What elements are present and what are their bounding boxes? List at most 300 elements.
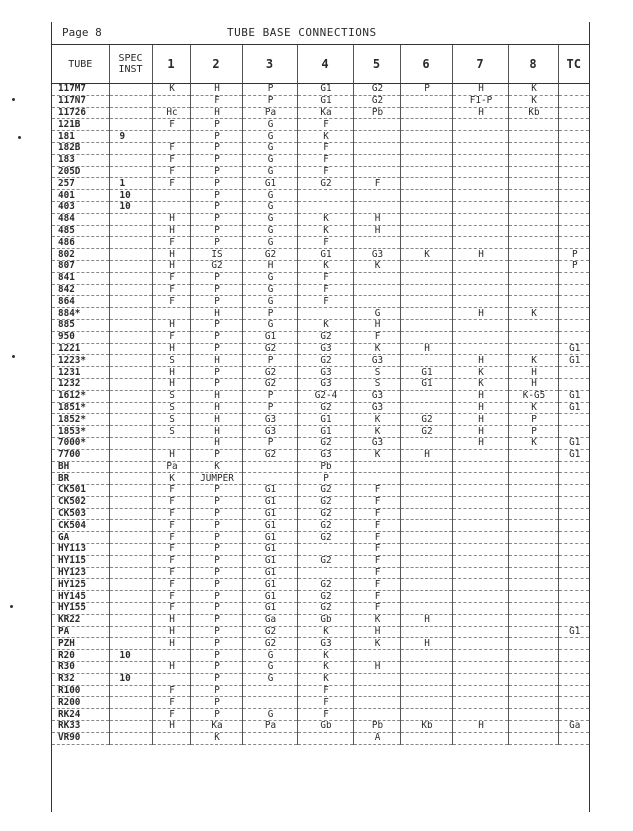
pin-cell (452, 650, 508, 662)
pin-cell: K (508, 355, 558, 367)
pin-cell: G1 (242, 532, 297, 544)
pin-cell: H (400, 638, 452, 650)
pin-cell (452, 555, 508, 567)
pin-cell: G1 (558, 402, 589, 414)
pin-cell: H (152, 260, 190, 272)
pin-cell: G1 (297, 84, 353, 96)
pin-cell: G2 (242, 343, 297, 355)
pin-cell: G (353, 308, 400, 320)
tube-name-cell: PZH (52, 638, 109, 650)
pin-cell (242, 685, 297, 697)
pin-cell: F (297, 296, 353, 308)
table-row (52, 579, 589, 591)
pin-cell (152, 732, 190, 744)
pin-cell (452, 473, 508, 485)
pin-cell: H (452, 355, 508, 367)
pin-cell (558, 414, 589, 426)
pin-cell (558, 697, 589, 709)
pin-cell: G2 (242, 626, 297, 638)
pin-cell (353, 685, 400, 697)
spec-inst-cell (109, 237, 152, 249)
pin-cell: F (152, 508, 190, 520)
pin-cell: K (353, 414, 400, 426)
tube-name-cell: 1852* (52, 414, 109, 426)
tube-name-cell: CK503 (52, 508, 109, 520)
pin-cell: P (190, 213, 242, 225)
table-row (52, 390, 589, 402)
pin-cell (558, 107, 589, 119)
tube-name-cell: HY123 (52, 567, 109, 579)
table-row (52, 237, 589, 249)
pin-cell: P (242, 355, 297, 367)
tube-name-cell: HY125 (52, 579, 109, 591)
table-row (52, 437, 589, 449)
pin-cell: H (508, 367, 558, 379)
pin-cell (452, 732, 508, 744)
column-header: 6 (400, 45, 452, 84)
spec-inst-cell (109, 355, 152, 367)
table-row (52, 402, 589, 414)
pin-cell: P (190, 201, 242, 213)
spec-inst-cell: 10 (109, 673, 152, 685)
pin-cell (452, 520, 508, 532)
pin-cell (452, 449, 508, 461)
pin-cell: P (190, 154, 242, 166)
tube-name-cell: R100 (52, 685, 109, 697)
pin-cell (508, 473, 558, 485)
pin-cell (508, 260, 558, 272)
pin-cell (508, 154, 558, 166)
pin-cell: G3 (242, 426, 297, 438)
pin-cell: F (152, 520, 190, 532)
pin-cell (558, 614, 589, 626)
pin-cell: P (190, 555, 242, 567)
spec-inst-cell (109, 166, 152, 178)
pin-cell: G2 (297, 579, 353, 591)
pin-cell (400, 544, 452, 556)
pin-cell: P (508, 426, 558, 438)
pin-cell (508, 662, 558, 674)
pin-cell: G2 (297, 485, 353, 497)
table-row (52, 142, 589, 154)
pin-cell: P (190, 190, 242, 202)
pin-cell (508, 555, 558, 567)
spec-inst-cell (109, 260, 152, 272)
pin-cell: S (353, 367, 400, 379)
pin-cell (508, 697, 558, 709)
pin-cell (400, 107, 452, 119)
pin-cell: F (353, 567, 400, 579)
table-row (52, 84, 589, 96)
pin-cell (558, 508, 589, 520)
tube-name-cell: HY145 (52, 591, 109, 603)
pin-cell (400, 190, 452, 202)
spec-inst-cell (109, 709, 152, 721)
pin-cell (558, 473, 589, 485)
spec-inst-cell: 10 (109, 190, 152, 202)
pin-cell: H (152, 249, 190, 261)
pin-cell: H (353, 225, 400, 237)
table-row (52, 496, 589, 508)
pin-cell: K (508, 95, 558, 107)
pin-cell (400, 331, 452, 343)
pin-cell: S (152, 402, 190, 414)
spec-inst-cell (109, 555, 152, 567)
pin-cell: G1 (297, 426, 353, 438)
pin-cell: K (400, 249, 452, 261)
tube-name-cell: R20 (52, 650, 109, 662)
pin-cell: G2 (242, 367, 297, 379)
pin-cell (558, 520, 589, 532)
pin-cell: G2 (242, 249, 297, 261)
spec-inst-cell (109, 567, 152, 579)
pin-cell: P (242, 95, 297, 107)
pin-cell: G1 (558, 437, 589, 449)
pin-cell (558, 142, 589, 154)
pin-cell (400, 178, 452, 190)
pin-cell: P (190, 673, 242, 685)
spec-inst-cell (109, 402, 152, 414)
pin-cell (297, 732, 353, 744)
pin-cell: F (297, 237, 353, 249)
pin-cell (508, 178, 558, 190)
pin-cell: F (152, 532, 190, 544)
pin-cell (152, 650, 190, 662)
pin-cell: Ka (297, 107, 353, 119)
pin-cell: F (297, 685, 353, 697)
tube-name-cell: 182B (52, 142, 109, 154)
pin-cell: G1 (242, 508, 297, 520)
pin-cell: G1 (558, 449, 589, 461)
table-row (52, 532, 589, 544)
pin-cell: F (152, 496, 190, 508)
pin-cell: S (152, 414, 190, 426)
table-row (52, 378, 589, 390)
spec-inst-cell (109, 638, 152, 650)
pin-cell: G3 (353, 355, 400, 367)
pin-cell (508, 296, 558, 308)
pin-cell (400, 119, 452, 131)
tube-name-cell: 1851* (52, 402, 109, 414)
spec-inst-cell (109, 331, 152, 343)
pin-cell: G (242, 154, 297, 166)
pin-cell: Ga (242, 614, 297, 626)
pin-cell: K (152, 84, 190, 96)
pin-cell: H (353, 319, 400, 331)
table-row (52, 119, 589, 131)
table-row (52, 213, 589, 225)
pin-cell: G1 (242, 178, 297, 190)
pin-cell (400, 579, 452, 591)
table-row (52, 614, 589, 626)
pin-cell: H (452, 437, 508, 449)
pin-cell (400, 685, 452, 697)
pin-cell (400, 131, 452, 143)
pin-cell: G1 (242, 591, 297, 603)
pin-cell: H (400, 614, 452, 626)
pin-cell (452, 331, 508, 343)
pin-cell: P (190, 272, 242, 284)
pin-cell (353, 119, 400, 131)
tube-name-cell: BH (52, 461, 109, 473)
pin-cell: P (190, 650, 242, 662)
pin-cell (353, 650, 400, 662)
tube-name-cell: 181 (52, 131, 109, 143)
tube-name-cell: 117M7 (52, 84, 109, 96)
pin-cell: G3 (353, 390, 400, 402)
pin-cell (400, 473, 452, 485)
table-row (52, 626, 589, 638)
tube-name-cell: 183 (52, 154, 109, 166)
pin-cell (508, 626, 558, 638)
pin-cell (508, 461, 558, 473)
pin-cell: K (353, 449, 400, 461)
pin-cell (400, 591, 452, 603)
pin-cell: H (452, 107, 508, 119)
spec-inst-cell (109, 473, 152, 485)
pin-cell (400, 485, 452, 497)
pin-cell (452, 166, 508, 178)
spec-inst-cell (109, 603, 152, 615)
spec-inst-cell (109, 107, 152, 119)
pin-cell (558, 84, 589, 96)
pin-cell: G2 (297, 496, 353, 508)
pin-cell: Kb (400, 721, 452, 733)
pin-cell (452, 544, 508, 556)
pin-cell (152, 201, 190, 213)
pin-cell (558, 603, 589, 615)
pin-cell: S (152, 390, 190, 402)
table-row (52, 414, 589, 426)
pin-cell: G (242, 131, 297, 143)
pin-cell: G2 (242, 638, 297, 650)
pin-cell (558, 662, 589, 674)
pin-cell: S (152, 426, 190, 438)
pin-cell: F (152, 166, 190, 178)
pin-cell: F (353, 331, 400, 343)
pin-cell: G2 (297, 603, 353, 615)
pin-cell: P (190, 532, 242, 544)
spec-inst-cell (109, 249, 152, 261)
pin-cell: G3 (297, 343, 353, 355)
pin-cell: P (190, 662, 242, 674)
pin-cell (508, 331, 558, 343)
pin-cell: P (190, 319, 242, 331)
pin-cell: F (297, 154, 353, 166)
pin-cell (508, 485, 558, 497)
pin-cell (452, 237, 508, 249)
tube-name-cell: CK502 (52, 496, 109, 508)
pin-cell: G3 (353, 437, 400, 449)
pin-cell (400, 201, 452, 213)
pin-cell (452, 178, 508, 190)
pin-cell (558, 426, 589, 438)
pin-cell (297, 190, 353, 202)
pin-cell (297, 567, 353, 579)
pin-cell: H (152, 319, 190, 331)
pin-cell: F (297, 166, 353, 178)
pin-cell (242, 697, 297, 709)
pin-cell: H (452, 308, 508, 320)
pin-cell (152, 308, 190, 320)
spec-inst-cell (109, 319, 152, 331)
pin-cell: G (242, 296, 297, 308)
pin-cell: F (190, 95, 242, 107)
pin-cell (452, 591, 508, 603)
pin-cell: Pb (353, 721, 400, 733)
pin-cell: P (190, 697, 242, 709)
pin-cell (400, 650, 452, 662)
spec-inst-cell (109, 496, 152, 508)
pin-cell (242, 461, 297, 473)
pin-cell (508, 201, 558, 213)
pin-cell (400, 732, 452, 744)
pin-cell: K (353, 343, 400, 355)
pin-cell (508, 532, 558, 544)
spec-inst-cell (109, 378, 152, 390)
pin-cell: H (452, 721, 508, 733)
pin-cell: P (190, 709, 242, 721)
pin-cell: P (190, 178, 242, 190)
pin-cell (558, 331, 589, 343)
pin-cell (558, 544, 589, 556)
pin-cell (152, 437, 190, 449)
pin-cell: Ka (190, 721, 242, 733)
pin-cell: G (242, 142, 297, 154)
pin-cell: F (353, 579, 400, 591)
pin-cell (452, 567, 508, 579)
table-row (52, 685, 589, 697)
table-row (52, 272, 589, 284)
pin-cell (508, 579, 558, 591)
pin-cell: K (297, 650, 353, 662)
pin-cell (400, 402, 452, 414)
tube-name-cell: BR (52, 473, 109, 485)
column-header: 3 (242, 45, 297, 84)
tube-name-cell: R32 (52, 673, 109, 685)
table-row (52, 154, 589, 166)
pin-cell: P (190, 626, 242, 638)
pin-cell (400, 260, 452, 272)
pin-cell: G2 (297, 402, 353, 414)
pin-cell: G (242, 237, 297, 249)
pin-cell (400, 603, 452, 615)
pin-cell: P (242, 84, 297, 96)
tube-name-cell: 1223* (52, 355, 109, 367)
pin-cell: F (353, 555, 400, 567)
spec-inst-cell (109, 225, 152, 237)
pin-cell: P (190, 343, 242, 355)
pin-cell (508, 721, 558, 733)
pin-cell: H (508, 378, 558, 390)
tube-name-cell: 885 (52, 319, 109, 331)
pin-cell: F (297, 142, 353, 154)
pin-cell: H (190, 402, 242, 414)
tube-name-cell: GA (52, 532, 109, 544)
table-row (52, 201, 589, 213)
tube-name-cell: 950 (52, 331, 109, 343)
pin-cell: P (190, 520, 242, 532)
pin-cell (400, 308, 452, 320)
tube-name-cell: 802 (52, 249, 109, 261)
pin-cell: G2 (297, 591, 353, 603)
column-header: 5 (353, 45, 400, 84)
pin-cell (152, 673, 190, 685)
pin-cell: G (242, 119, 297, 131)
table-row (52, 225, 589, 237)
pin-cell (558, 367, 589, 379)
pin-cell (508, 650, 558, 662)
pin-cell (558, 154, 589, 166)
pin-cell: F (353, 520, 400, 532)
pin-cell: Hc (152, 107, 190, 119)
spec-inst-cell (109, 343, 152, 355)
pin-cell: F1-P (452, 95, 508, 107)
pin-cell (558, 650, 589, 662)
pin-cell: P (190, 614, 242, 626)
pin-cell (452, 119, 508, 131)
pin-cell (452, 319, 508, 331)
pin-cell: H (400, 343, 452, 355)
table-row (52, 260, 589, 272)
pin-cell (508, 603, 558, 615)
pin-cell (400, 284, 452, 296)
pin-cell: H (190, 414, 242, 426)
tube-name-cell: CK501 (52, 485, 109, 497)
pin-cell: H (152, 213, 190, 225)
pin-cell: G1 (242, 544, 297, 556)
page-label: Page 8 (62, 26, 102, 39)
pin-cell (558, 131, 589, 143)
tube-name-cell: 257 (52, 178, 109, 190)
pin-cell: G1 (297, 249, 353, 261)
pin-cell (558, 190, 589, 202)
pin-cell: G1 (297, 414, 353, 426)
pin-cell: H (152, 378, 190, 390)
pin-cell: A (353, 732, 400, 744)
pin-cell (452, 496, 508, 508)
table-row (52, 249, 589, 261)
pin-cell (353, 461, 400, 473)
pin-cell: K (353, 638, 400, 650)
pin-cell: F (297, 709, 353, 721)
table-row (52, 662, 589, 674)
pin-cell: P (242, 308, 297, 320)
spec-inst-cell (109, 95, 152, 107)
pin-cell (353, 190, 400, 202)
pin-cell (400, 237, 452, 249)
pin-cell: K (452, 378, 508, 390)
pin-cell (353, 709, 400, 721)
pin-cell (353, 673, 400, 685)
pin-cell: K (508, 402, 558, 414)
pin-cell: P (190, 638, 242, 650)
spec-inst-cell (109, 390, 152, 402)
pin-cell: G2 (242, 449, 297, 461)
pin-cell: F (152, 296, 190, 308)
connections-table (52, 44, 589, 745)
pin-cell (353, 201, 400, 213)
pin-cell (508, 213, 558, 225)
pin-cell: G1 (242, 520, 297, 532)
pin-cell (508, 225, 558, 237)
tube-name-cell: 484 (52, 213, 109, 225)
pin-cell: H (152, 721, 190, 733)
pin-cell (152, 131, 190, 143)
column-header: 1 (152, 45, 190, 84)
table-row (52, 284, 589, 296)
tube-name-cell: 1231 (52, 367, 109, 379)
